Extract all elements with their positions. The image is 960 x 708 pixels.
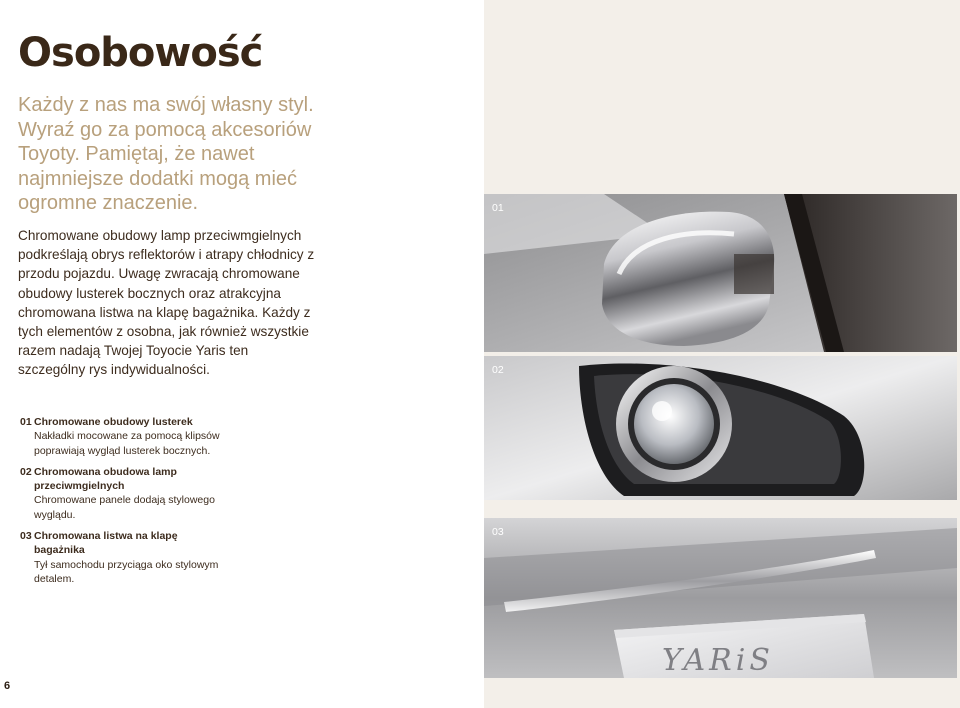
photo-chrome-mirror bbox=[484, 194, 957, 352]
caption-02 bbox=[20, 465, 220, 522]
caption-01 bbox=[20, 415, 220, 458]
caption-text: Tył samochodu przyciąga oko stylowym detalem. bbox=[34, 558, 219, 585]
body-paragraph: Chromowane obudowy lamp przeciwmgielnych podkreślają obrys reflektorów i atrapy chłodnicy z przodu pojazdu. Uwagę zwracają chromowane obudowy lusterek bocznych oraz atrakcyjna chromowana listwa na klapę bagażnika. Każdy z tych elementów z osobna, jak również wszystkie razem nadają Twojej Toyocie Yaris ten szczególny rys indywidualności. bbox=[18, 228, 315, 378]
page-number: 6 bbox=[4, 680, 11, 692]
photo-number: 03 bbox=[492, 526, 504, 538]
caption-text: Chromowane panele dodają stylowego wyglądu. bbox=[34, 494, 215, 521]
caption-title: Chromowane obudowy lusterek bbox=[34, 416, 193, 428]
fog-lamp-illustration bbox=[484, 356, 957, 500]
photo-number: 02 bbox=[492, 364, 504, 376]
caption-number: 03 bbox=[20, 530, 32, 543]
caption-03 bbox=[20, 529, 220, 586]
caption-number: 01 bbox=[20, 416, 32, 428]
captions-list bbox=[20, 415, 220, 593]
lead-paragraph: Każdy z nas ma swój własny styl. Wyraź go za pomocą akcesoriów Toyoty. Pamiętaj, że nawet najmniejsze dodatki mogą mieć ogromne znaczenie. bbox=[18, 94, 314, 214]
photo-chrome-tailgate-strip bbox=[484, 518, 957, 678]
yaris-badge: YARiS bbox=[662, 643, 774, 678]
caption-title: Chromowana obudowa lamp przeciwmgielnych bbox=[34, 465, 177, 493]
caption-text: Nakładki mocowane za pomocą klipsów poprawiają wygląd lusterek bocznych. bbox=[34, 430, 220, 457]
page-title: Osobowość bbox=[18, 30, 263, 76]
tailgate-illustration bbox=[484, 518, 957, 678]
mirror-illustration bbox=[484, 194, 957, 352]
caption-number: 02 bbox=[20, 465, 32, 478]
photo-number: 01 bbox=[492, 202, 504, 214]
photo-chrome-fog-lamp bbox=[484, 356, 957, 500]
caption-title: Chromowana listwa na klapę bagażnika bbox=[34, 530, 178, 557]
